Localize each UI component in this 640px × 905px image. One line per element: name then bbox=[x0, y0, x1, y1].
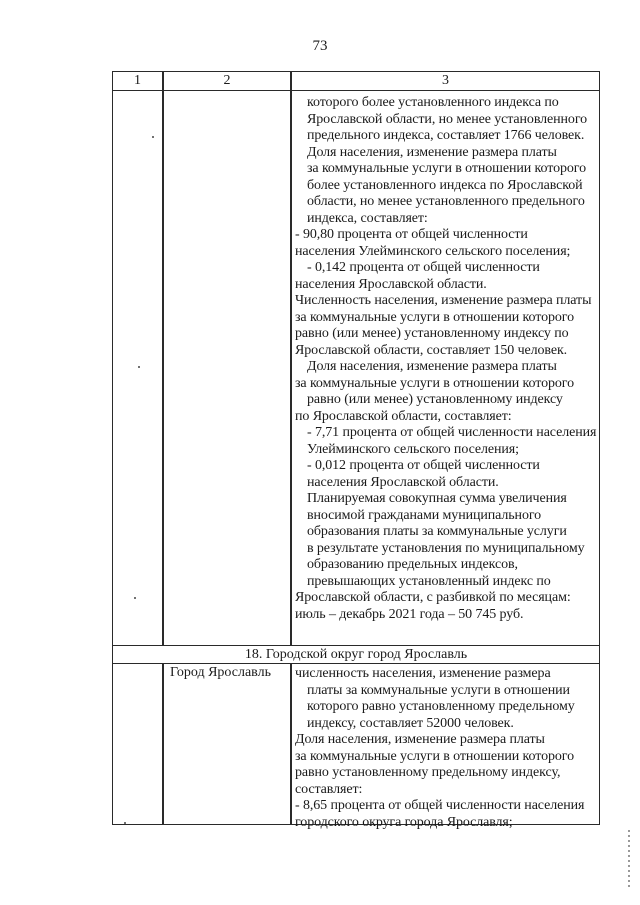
text-line: индекса, составляет: bbox=[307, 210, 428, 226]
text-line: по Ярославской области, составляет: bbox=[295, 408, 512, 424]
text-line: Ярославской области, с разбивкой по месяцам: bbox=[295, 590, 571, 605]
text-line: - 0,142 процента от общей численности bbox=[307, 260, 540, 275]
text-line: - 8,65 процента от общей численности населения bbox=[295, 798, 585, 813]
text-line: численность населения, изменение размера bbox=[295, 666, 551, 681]
text-line: в результате установления по муниципальному bbox=[307, 540, 585, 556]
text-line: которого более установленного индекса по bbox=[307, 95, 559, 110]
header-col-1: 1 bbox=[112, 71, 163, 91]
text-line: - 90,80 процента от общей численности bbox=[295, 227, 528, 242]
scan-speck bbox=[152, 136, 154, 138]
header-col-3: 3 bbox=[291, 71, 600, 91]
text-line: населения Ярославской области. bbox=[295, 276, 487, 292]
text-line: - 0,012 процента от общей численности bbox=[307, 458, 540, 473]
text-line: за коммунальные услуги в отношении которого bbox=[295, 375, 574, 391]
text-line: за коммунальные услуги в отношении которого bbox=[307, 161, 586, 176]
section-header-row bbox=[112, 645, 600, 664]
text-line: Ярославской области, но менее установленного bbox=[307, 111, 588, 127]
text-line: Доля населения, изменение размера платы bbox=[307, 359, 557, 374]
text-line: Доля населения, изменение размера платы bbox=[307, 144, 557, 160]
scan-speck bbox=[138, 366, 140, 368]
table-row bbox=[112, 663, 600, 830]
text-line: за коммунальные услуги в отношении которого bbox=[295, 748, 574, 764]
page-number: 73 bbox=[312, 38, 328, 54]
text-line: за коммунальные услуги в отношении которого bbox=[295, 309, 574, 325]
text-line: - 7,71 процента от общей численности населения bbox=[307, 425, 597, 440]
header-col-2: 2 bbox=[163, 71, 291, 91]
text-line: равно установленному предельному индексу, bbox=[295, 765, 561, 780]
text-line: июль – декабрь 2021 года – 50 745 руб. bbox=[295, 606, 524, 622]
text-line: предельного индекса, составляет 1766 человек. bbox=[307, 128, 585, 143]
text-line: населения Улейминского сельского поселения; bbox=[295, 243, 571, 259]
text-line: Численность населения, изменение размера платы bbox=[295, 293, 592, 308]
row-cell-number bbox=[112, 663, 163, 825]
row-cell-municipality bbox=[163, 90, 291, 646]
text-line: образования платы за коммунальные услуги bbox=[307, 524, 567, 539]
section-title: 18. Городской округ город Ярославль bbox=[112, 645, 600, 664]
row-cell-number bbox=[112, 90, 163, 646]
text-line: городского округа города Ярославля; bbox=[295, 814, 513, 830]
text-line: образованию предельных индексов, bbox=[307, 557, 518, 572]
row-cell-description bbox=[291, 90, 600, 646]
text-line: индексу, составляет 52000 человек. bbox=[307, 715, 514, 731]
row-cell-description bbox=[291, 663, 600, 830]
data-table bbox=[112, 71, 600, 830]
scan-speck bbox=[124, 822, 126, 824]
text-line: более установленного индекса по Ярославской bbox=[307, 177, 583, 193]
text-line: превышающих установленный индекс по bbox=[307, 573, 551, 589]
text-line: вносимой гражданами муниципального bbox=[307, 507, 542, 523]
text-line: Доля населения, изменение размера платы bbox=[295, 732, 545, 747]
text-line: составляет: bbox=[295, 781, 363, 797]
scan-speck bbox=[134, 597, 136, 599]
table-row bbox=[112, 90, 600, 646]
text-line: населения Ярославской области. bbox=[307, 474, 499, 490]
text-line: Ярославской области, составляет 150 человек. bbox=[295, 342, 568, 358]
text-line: Планируемая совокупная сумма увеличения bbox=[307, 491, 567, 506]
table-header-row bbox=[112, 71, 600, 91]
text-line: которого равно установленному предельному bbox=[307, 699, 575, 714]
row-cell-municipality: Город Ярославль bbox=[163, 663, 291, 825]
text-line: равно (или менее) установленному индексу bbox=[307, 392, 563, 407]
text-line: платы за коммунальные услуги в отношении bbox=[307, 682, 570, 698]
text-line: области, но менее установленного предельного bbox=[307, 194, 585, 209]
text-line: Улейминского сельского поселения; bbox=[307, 441, 519, 457]
scan-edge-mark bbox=[628, 830, 630, 890]
text-line: равно (или менее) установленному индексу по bbox=[295, 326, 569, 341]
